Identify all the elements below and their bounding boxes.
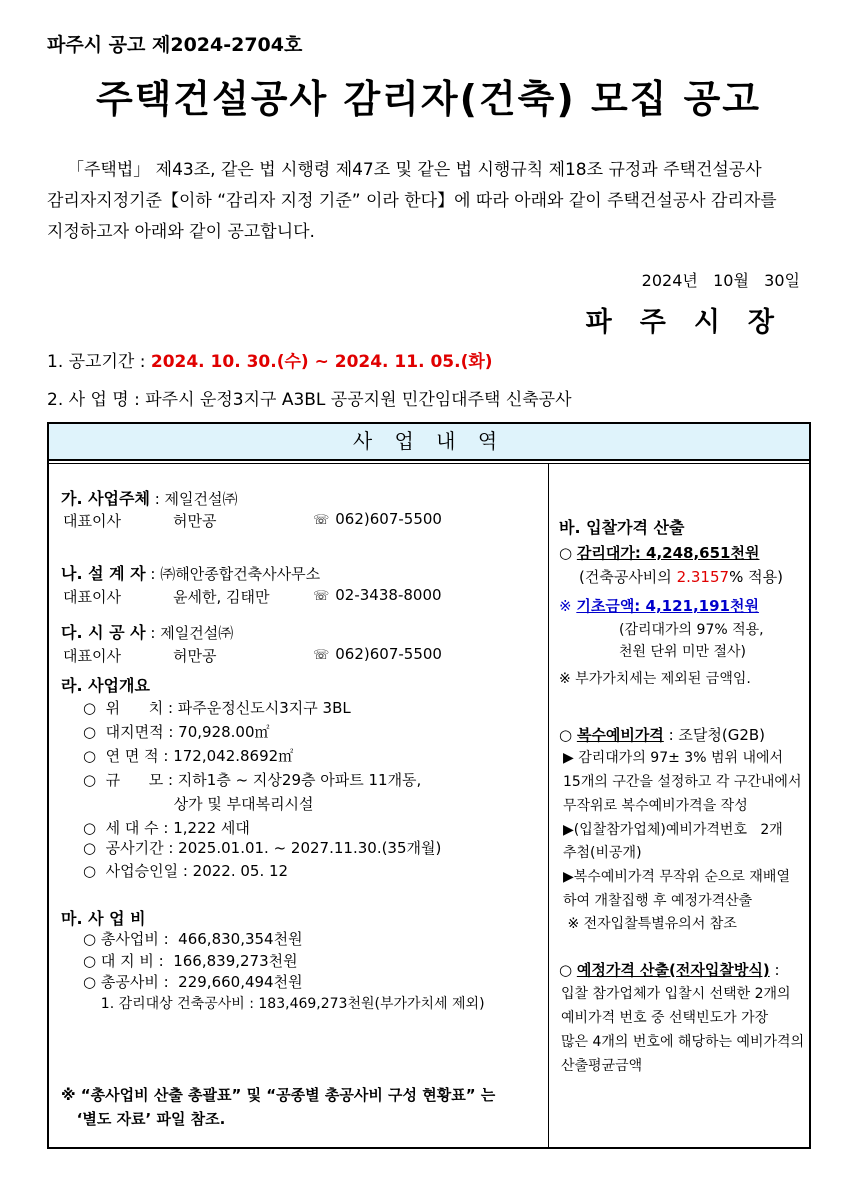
phone-icon: ☏ <box>313 589 330 604</box>
designer-title: 나. 설 계 자 <box>61 564 146 583</box>
designer-row <box>61 561 320 584</box>
project-label: 2. 사 업 명 : <box>47 390 140 410</box>
overview-item: ○ 위 치 : 파주운정신도시3지구 3BL <box>83 699 351 717</box>
base-amount-note: 천원 단위 미만 절사) <box>619 644 747 660</box>
period-value: 2024. 10. 30.(수) ~ 2024. 11. 05.(화) <box>150 352 493 372</box>
multi-price-line: ▶(입찰참가업체)예비가격번호 2개 <box>563 822 783 838</box>
base-amount: ※ 기초금액: 4,121,191천원 <box>559 597 759 615</box>
overview-title: 라. 사업개요 <box>61 676 150 695</box>
owner-phone: ☏ 062)607-5500 <box>313 510 442 528</box>
multi-price-line: 추첨(비공개) <box>563 845 642 861</box>
budget-item: ○ 총사업비 : 466,830,354천원 <box>83 930 303 948</box>
multi-price-line: ▶ 감리대가의 97± 3% 범위 내에서 <box>563 750 784 766</box>
overview-item: ○ 세 대 수 : 1,222 세대 <box>83 819 250 837</box>
supervision-fee: ○ 감리대가: 4,248,651천원 <box>559 544 760 562</box>
multi-price-line: 15개의 구간을 설정하고 각 구간내에서 <box>563 774 802 790</box>
notice-period <box>47 347 493 372</box>
budget-item: ○ 대 지 비 : 166,839,273천원 <box>83 952 298 970</box>
multi-price-line: 하여 개찰집행 후 예정가격산출 <box>563 893 753 909</box>
box-header-divider <box>49 459 809 464</box>
box-header: 사 업 내 역 <box>49 424 809 461</box>
budget-item: ○ 총공사비 : 229,660,494천원 <box>83 973 303 991</box>
overview-item: ○ 대지면적 : 70,928.00㎡ <box>83 723 270 741</box>
estimated-price-line: 많은 4개의 번호에 해당하는 예비가격의 <box>561 1034 805 1050</box>
intro-line: 감리자지정기준【이하 “감리자 지정 기준” 이라 한다】에 따라 아래와 같이 주택건설공사 감리자를 <box>47 191 777 211</box>
overview-item: ○ 공사기간 : 2025.01.01. ~ 2027.11.30.(35개월) <box>83 839 442 857</box>
contractor-rep-name: 허만공 <box>173 647 217 665</box>
bid-price-title: 바. 입찰가격 산출 <box>559 518 685 537</box>
supervision-fee-note: (건축공사비의 2.3157% 적용) <box>579 568 783 586</box>
supervision-fee-value: 감리대가: 4,248,651천원 <box>576 544 760 562</box>
contractor-phone: ☏ 062)607-5500 <box>313 645 442 663</box>
multi-price-line: ▶복수예비가격 무작위 순으로 재배열 <box>563 869 790 885</box>
page-title: 주택건설공사 감리자(건축) 모집 공고 <box>95 77 762 121</box>
contractor-row <box>61 620 233 643</box>
intro-line: 「주택법」 제43조, 같은 법 시행령 제47조 및 같은 법 시행규칙 제18조 규정과 주택건설공사 <box>67 160 762 180</box>
issuer-mayor: 파주시장 <box>585 307 802 338</box>
reference-note: ※ “총사업비 산출 총괄표” 및 “공종별 총공사비 구성 현황표” 는 <box>61 1086 496 1104</box>
owner-rep-name: 허만공 <box>173 512 217 530</box>
reference-note: ‘별도 자료’ 파일 참조. <box>61 1110 226 1128</box>
project-value: 파주시 운정3지구 A3BL 공공지원 민간임대주택 신축공사 <box>145 390 572 410</box>
overview-item: ○ 규 모 : 지하1층 ~ 지상29층 아파트 11개동, <box>83 771 422 789</box>
intro-line: 지정하고자 아래와 같이 공고합니다. <box>47 222 315 242</box>
multi-price-row: ○ 복수예비가격 : 조달청(G2B) <box>559 726 766 744</box>
budget-title: 마. 사 업 비 <box>61 909 146 928</box>
contractor-title: 다. 시 공 사 <box>61 623 146 642</box>
fee-rate: 2.3157 <box>676 568 730 586</box>
multi-price-line: ※ 전자입찰특별유의서 참조 <box>563 916 737 932</box>
notice-number: 파주시 공고 제2024-2704호 <box>47 34 303 56</box>
notice-date: 2024년 10월 30일 <box>641 271 800 290</box>
estimated-price-row: ○ 예정가격 산출(전자입찰방식) : <box>559 961 780 979</box>
project-details-box <box>47 422 811 1149</box>
multi-price-title: 복수예비가격 <box>576 726 664 744</box>
phone-icon: ☏ <box>313 648 330 663</box>
estimated-price-line: 입찰 참가업체가 입찰시 선택한 2개의 <box>561 986 791 1002</box>
base-amount-note: (감리대가의 97% 적용, <box>619 622 764 638</box>
estimated-price-line: 예비가격 번호 중 선택빈도가 가장 <box>561 1010 769 1026</box>
column-divider <box>548 463 549 1147</box>
contractor-value: : 제일건설㈜ <box>150 624 234 642</box>
estimated-price-line: 산출평균금액 <box>561 1058 643 1074</box>
designer-value: : ㈜해안종합건축사사무소 <box>150 565 321 583</box>
overview-item: 상가 및 부대복리시설 <box>83 795 314 813</box>
multi-price-line: 무작위로 복수예비가격을 작성 <box>563 798 748 814</box>
owner-title: 가. 사업주체 <box>61 489 150 508</box>
base-amount-value: 기초금액: 4,121,191천원 <box>576 597 759 615</box>
estimated-price-title: 예정가격 산출(전자입찰방식) <box>576 961 770 979</box>
vat-note: ※ 부가가치세는 제외된 금액임. <box>559 671 751 687</box>
intro-paragraph <box>47 155 813 248</box>
designer-phone: ☏ 02-3438-8000 <box>313 586 442 604</box>
period-label: 1. 공고기간 : <box>47 352 146 372</box>
designer-rep-name: 윤세한, 김태만 <box>173 588 270 606</box>
overview-item: ○ 연 면 적 : 172,042.8692㎡ <box>83 747 294 765</box>
owner-value: : 제일건설㈜ <box>154 490 238 508</box>
contractor-rep-label: 대표이사 <box>63 647 121 665</box>
owner-rep-label: 대표이사 <box>63 512 121 530</box>
designer-rep-label: 대표이사 <box>63 588 121 606</box>
phone-icon: ☏ <box>313 513 330 528</box>
budget-item: 1. 감리대상 건축공사비 : 183,469,273천원(부가가치세 제외) <box>83 996 485 1012</box>
owner-row <box>61 486 238 509</box>
project-name <box>47 385 572 410</box>
overview-item: ○ 사업승인일 : 2022. 05. 12 <box>83 862 289 880</box>
